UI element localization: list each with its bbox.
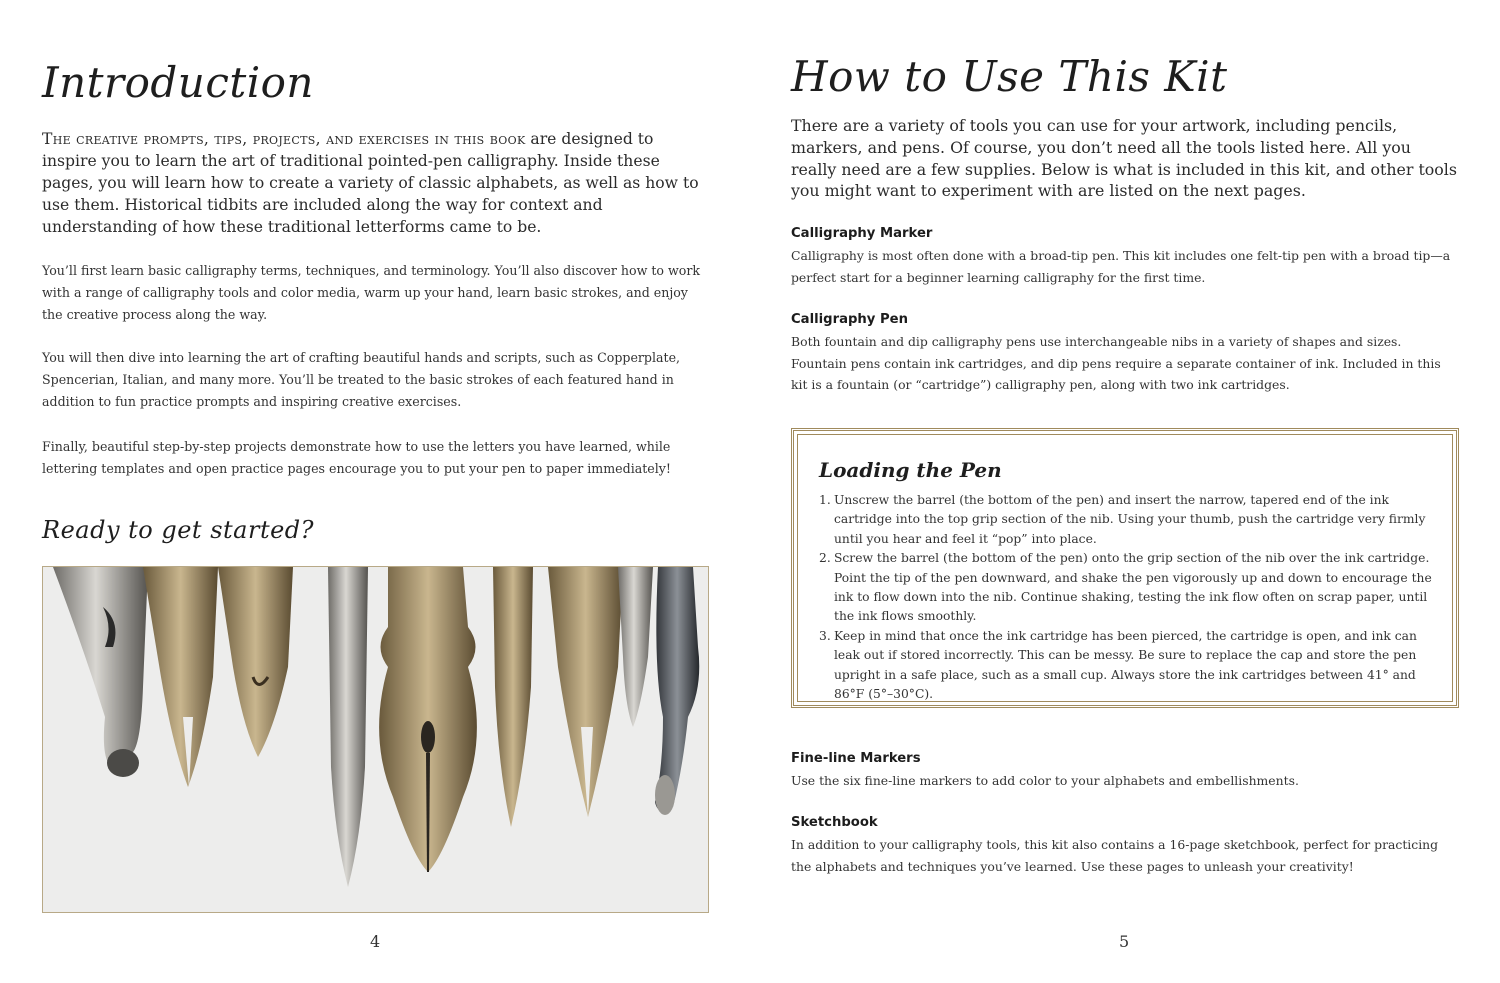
- list-item: [819, 549, 1439, 627]
- fine-line-markers-text: Use the six fine-line markers to add color to your alphabets and embellishments.: [791, 773, 1299, 788]
- pen-nibs-illustration: [43, 567, 709, 913]
- loading-box-title: Loading the Pen: [819, 458, 1002, 482]
- calligraphy-marker-heading: Calligraphy Marker: [791, 226, 933, 241]
- intro-paragraph-3: Finally, beautiful step-by-step projects demonstrate how to use the letters you have learned, while lettering templates and open practice pages encourage you to put your pen to paper immediately!: [42, 439, 671, 476]
- step-text: Screw the barrel (the bottom of the pen) onto the grip section of the nib over the ink cartridge. Point the tip of the pen downward, and shake the pen vigorously up and down to encourage the ink to flow down into the nib. Continue shaking, testing the ink flow often on scrap paper, until the ink flows smoothly.: [834, 551, 1432, 624]
- ready-subheading: Ready to get started?: [42, 516, 315, 544]
- lead-rest: are designed to inspire you to learn the art of traditional pointed-pen calligraphy. Inside these pages, you will learn how to create a variety of classic alphabets, as well as how to use them. Historical tidbits are included along the way for context and understanding of how these traditional letterforms came to be.: [42, 130, 699, 236]
- sketchbook-heading: Sketchbook: [791, 815, 878, 830]
- step-number: 1.: [819, 493, 831, 507]
- calligraphy-marker-text: Calligraphy is most often done with a broad-tip pen. This kit includes one felt-tip pen with a broad tip—a perfect start for a beginner learning calligraphy for the first time.: [791, 248, 1451, 285]
- kit-lead-paragraph: There are a variety of tools you can use for your artwork, including pencils, markers, and pens. Of course, you don’t need all the tools listed here. All you really need are a few supplies. Below is what is included in this kit, and other tools you might want to experiment with are listed on the next pages.: [791, 116, 1457, 201]
- step-number: 3.: [819, 628, 831, 643]
- fine-line-markers-heading: Fine-line Markers: [791, 751, 921, 766]
- step-number: 2.: [819, 551, 831, 566]
- intro-paragraph-2: You will then dive into learning the art of crafting beautiful hands and scripts, such as Copperplate, Spencerian, Italian, and many more. You’ll be treated to the basic strokes of each featured hand in addition to fun practice prompts and inspiring creative exercises.: [42, 350, 681, 409]
- sketchbook-text: In addition to your calligraphy tools, this kit also contains a 16-page sketchbook, perfect for practicing the alphabets and techniques you’ve learned. Use these pages to unleash your creativity!: [791, 837, 1439, 874]
- page-title: How to Use This Kit: [791, 52, 1228, 101]
- calligraphy-pen-text: Both fountain and dip calligraphy pens use interchangeable nibs in a variety of shapes and sizes. Fountain pens contain ink cartridges, and dip pens require a separate container of ink. Included in this kit is a fountain (or “cartridge”) calligraphy pen, along with two ink cartridges.: [791, 334, 1441, 392]
- intro-lead-paragraph: [42, 128, 712, 238]
- page-title: Introduction: [42, 58, 314, 107]
- intro-paragraph-1: You’ll first learn basic calligraphy terms, techniques, and terminology. You’ll also discover how to work with a range of calligraphy tools and color media, warm up your hand, learn basic strokes, and enjoy the creative process along the way.: [42, 263, 701, 322]
- lead-smallcaps: The creative prompts, tips, projects, and exercises in this book: [42, 130, 526, 148]
- right-page: [750, 0, 1500, 983]
- calligraphy-pen-heading: Calligraphy Pen: [791, 312, 908, 327]
- pen-nibs-photo: [42, 566, 709, 913]
- step-text: Keep in mind that once the ink cartridge has been pierced, the cartridge is open, and ink can leak out if stored incorrectly. This can be messy. Be sure to replace the cap and store the pen upright in a safe place, such as a small cup. Always store the ink cartridges between 41° and 86°F (5°–30°C).: [834, 628, 1417, 702]
- loading-steps-list: [819, 491, 1439, 704]
- list-item: [819, 491, 1439, 549]
- page-number-right: 5: [1119, 932, 1130, 951]
- step-text: Unscrew the barrel (the bottom of the pen) and insert the narrow, tapered end of the ink cartridge into the top grip section of the nib. Using your thumb, push the cartridge very firmly until you hear and feel it “pop” into place.: [834, 493, 1426, 546]
- loading-the-pen-box: [791, 428, 1459, 708]
- list-item: [819, 627, 1439, 705]
- page-number-left: 4: [370, 932, 381, 951]
